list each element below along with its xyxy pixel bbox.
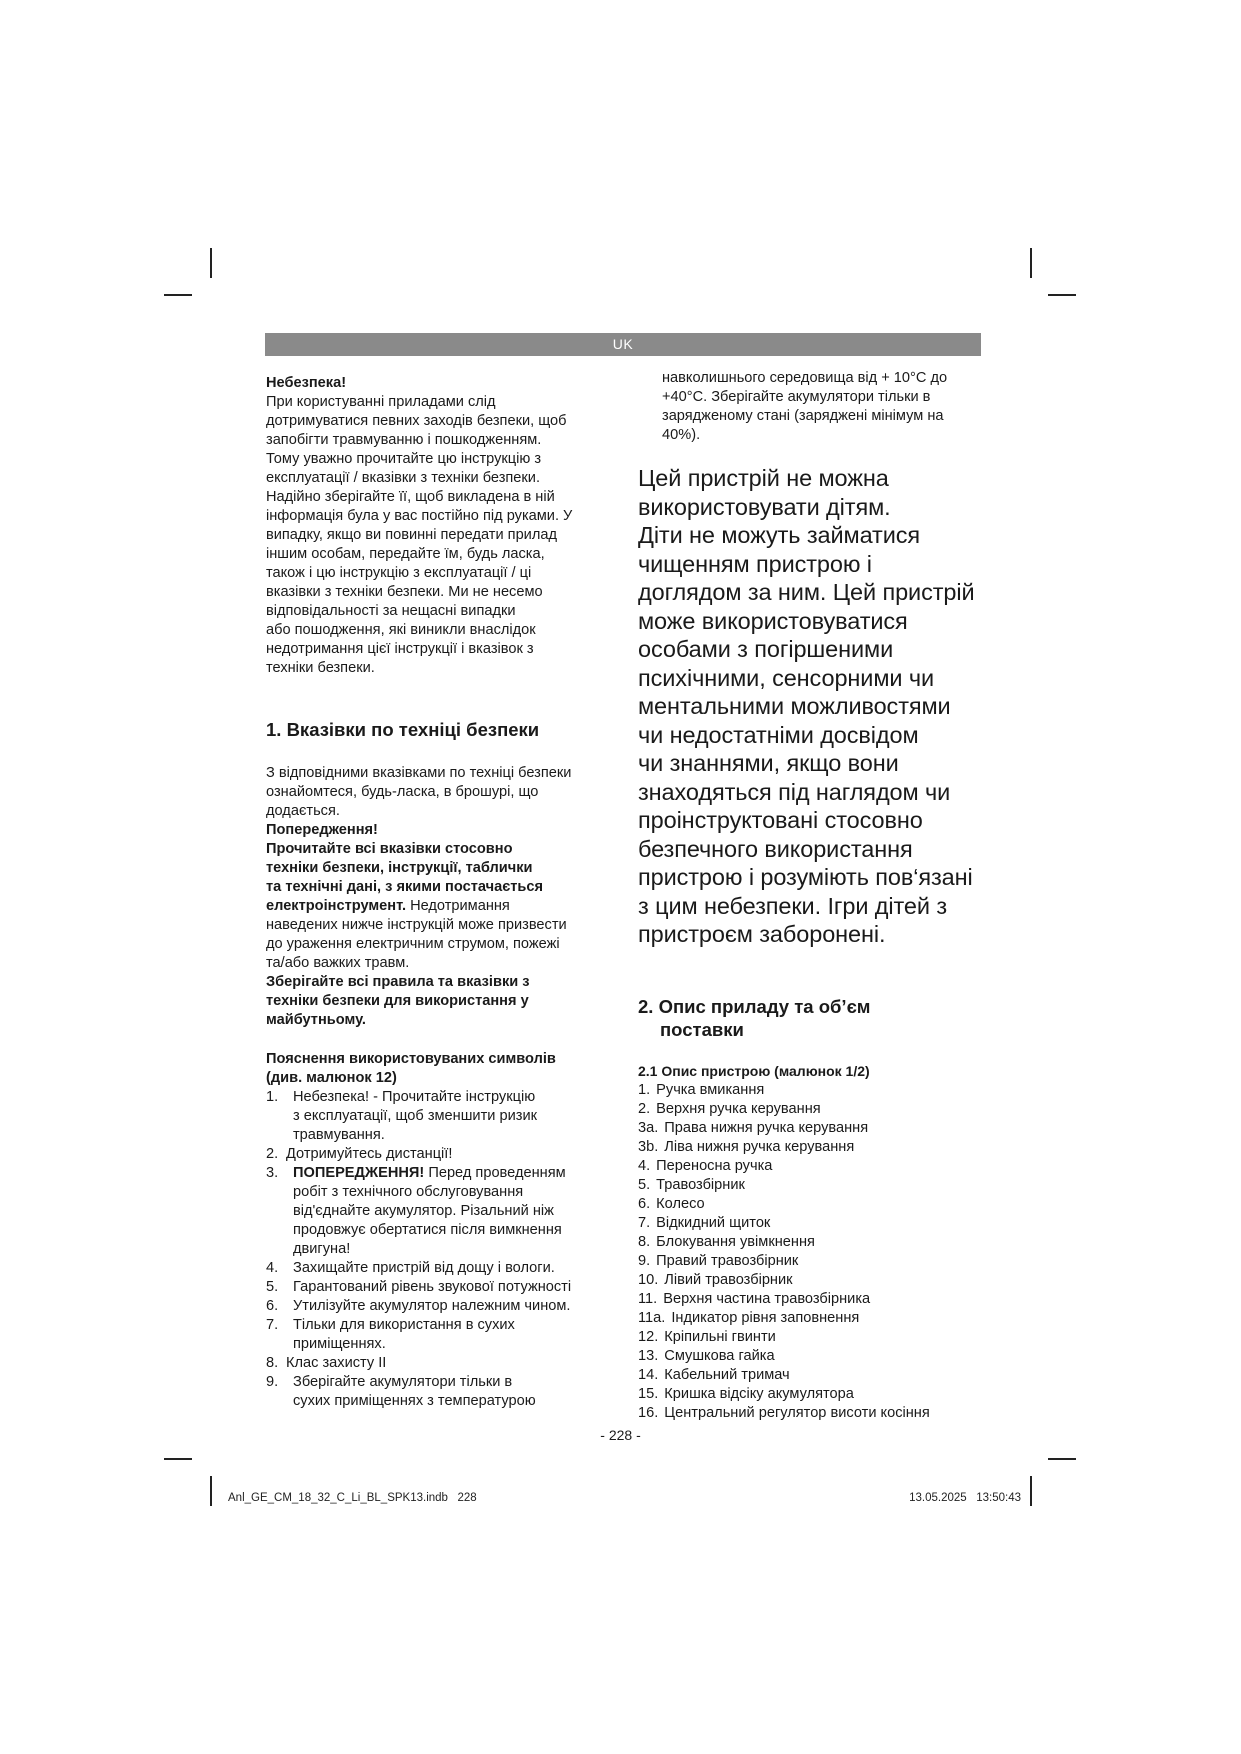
text-line: техніки безпеки для використання у xyxy=(266,993,529,1009)
part-number: 4. xyxy=(638,1157,651,1174)
part-number: 16. xyxy=(638,1404,659,1421)
crop-mark xyxy=(164,1458,192,1460)
list-number: 3. xyxy=(266,1165,279,1181)
part-label: Блокування увімкнення xyxy=(656,1233,815,1250)
text-line: особами з погіршеними xyxy=(638,636,894,662)
text-line: безпечного використання xyxy=(638,835,913,862)
list-text-line: від'єднайте акумулятор. Різальний ніж xyxy=(293,1203,554,1219)
battery-storage-continuation xyxy=(638,369,990,445)
part-list-item xyxy=(638,1290,990,1309)
text-line: використовувати дітям. xyxy=(638,493,891,520)
part-label: Ліва нижня ручка керування xyxy=(664,1138,855,1155)
text-line: навколишнього середовища від + 10°C до xyxy=(662,370,948,386)
crop-mark xyxy=(1048,294,1076,296)
subsection-2-1-heading: 2.1 Опис пристрою (малюнок 1/2) xyxy=(638,1062,870,1079)
text-line: +40°C. Зберігайте акумулятори тільки в xyxy=(662,389,931,405)
text-line: психічними, сенсорними чи xyxy=(638,664,935,691)
part-list-item xyxy=(638,1176,990,1195)
text-line: поставки xyxy=(660,1018,744,1040)
parts-list xyxy=(638,1081,990,1423)
crop-mark xyxy=(1030,248,1032,278)
list-text-line: Зберігайте акумулятори тільки в xyxy=(293,1374,513,1390)
text-line: чищенням пристрою і xyxy=(638,550,872,577)
list-text-line: ПОПЕРЕДЖЕННЯ! Перед проведенням xyxy=(293,1165,566,1181)
part-list-item xyxy=(638,1252,990,1271)
part-list-item xyxy=(638,1138,990,1157)
part-number: 9. xyxy=(638,1252,651,1269)
part-number: 13. xyxy=(638,1347,659,1364)
list-number: 5. xyxy=(266,1279,279,1295)
text-line: майбутньому. xyxy=(266,1012,366,1028)
text-line: додається. xyxy=(266,803,340,819)
part-number: 3b. xyxy=(638,1138,659,1155)
text-line: вказівки з техніки безпеки. Ми не несемо xyxy=(266,584,543,600)
list-text-line: продовжує обертатися після вимкнення xyxy=(293,1222,562,1238)
page-number: - 228 - xyxy=(600,1427,641,1443)
part-number: 1. xyxy=(638,1081,651,1098)
part-label: Кабельний тримач xyxy=(664,1366,790,1383)
part-list-item xyxy=(638,1233,990,1252)
symbol-list-item xyxy=(266,1354,606,1373)
part-number: 10. xyxy=(638,1271,659,1288)
list-text-line: Тільки для використання в сухих xyxy=(293,1317,515,1333)
text-line: Тому уважно прочитайте цю інструкцію з xyxy=(266,451,542,467)
symbol-list-item xyxy=(266,1297,606,1316)
part-label: Переносна ручка xyxy=(656,1157,773,1174)
section-1-heading: 1. Вказівки по техніці безпеки xyxy=(266,719,540,740)
section-2-heading xyxy=(638,995,990,1041)
text-line: З відповідними вказівками по техніці безпеки xyxy=(266,765,572,781)
text-line: Прочитайте всі вказівки стосовно xyxy=(266,841,513,857)
part-label: Права нижня ручка керування xyxy=(664,1119,869,1136)
text-line: техніки безпеки. xyxy=(266,660,375,676)
part-list-item xyxy=(638,1271,990,1290)
text-line: наведених нижче інструкцій може призвести xyxy=(266,917,567,933)
symbol-list-item xyxy=(266,1373,606,1411)
crop-mark xyxy=(210,1476,212,1506)
list-text-line: приміщеннях. xyxy=(293,1336,386,1352)
list-text-line: Захищайте пристрій від дощу і вологи. xyxy=(293,1260,555,1276)
list-text-line: Гарантований рівень звукової потужності xyxy=(293,1279,572,1295)
warning-mixed-line: електроінструмент. Недотримання xyxy=(266,898,510,914)
text-line: ознайомтеся, будь-ласка, в брошурі, що xyxy=(266,784,539,800)
symbol-list-item xyxy=(266,1164,606,1259)
danger-title: Небезпека! xyxy=(266,375,347,391)
part-label: Верхня частина травозбірника xyxy=(663,1290,871,1307)
part-label: Кріпильні гвинти xyxy=(664,1328,776,1345)
print-slug-datetime: 13.05.2025 13:50:43 xyxy=(909,1492,1021,1504)
part-list-item xyxy=(638,1100,990,1119)
text-line: зарядженому стані (заряджені мінімум на xyxy=(662,408,944,424)
text-line: Діти не можуть займатися xyxy=(638,522,921,548)
list-text-line: з експлуатації, щоб зменшити ризик xyxy=(293,1108,537,1124)
text-line: до ураження електричним струмом, пожежі xyxy=(266,936,560,952)
part-label: Кришка відсіку акумулятора xyxy=(664,1385,854,1402)
crop-mark xyxy=(1048,1458,1076,1460)
text-line: також і цю інструкцію з експлуатації / ці xyxy=(266,565,532,581)
part-label: Центральний регулятор висоти косіння xyxy=(664,1404,930,1421)
text-line: Пояснення використовуваних символів xyxy=(266,1051,556,1067)
part-list-item xyxy=(638,1195,990,1214)
part-label: Колесо xyxy=(656,1195,705,1212)
part-list-item xyxy=(638,1119,990,1138)
part-label: Травозбірник xyxy=(656,1176,745,1193)
symbol-list-item xyxy=(266,1259,606,1278)
right-column xyxy=(638,369,990,1423)
part-number: 11. xyxy=(638,1290,658,1307)
text-line: ментальними можливостями xyxy=(638,693,951,719)
keep-instructions-text xyxy=(266,973,606,1030)
part-number: 12. xyxy=(638,1328,659,1345)
symbol-list-item xyxy=(266,1316,606,1354)
part-number: 15. xyxy=(638,1385,659,1402)
text-line: Зберігайте всі правила та вказівки з xyxy=(266,974,530,990)
warning-rest-text xyxy=(266,916,606,973)
part-list-item xyxy=(638,1385,990,1404)
list-number: 9. xyxy=(266,1374,279,1390)
list-number: 4. xyxy=(266,1260,279,1276)
list-text-line: сухих приміщеннях з температурою xyxy=(293,1393,536,1409)
part-list-item xyxy=(638,1404,990,1423)
text-line: запобігти травмуванню і пошкодженням. xyxy=(266,432,542,448)
text-line: іншим особам, передайте їм, будь ласка, xyxy=(266,546,545,562)
part-label: Правий травозбірник xyxy=(656,1252,799,1269)
text-line: чи знаннями, якщо вони xyxy=(638,750,899,776)
part-label: Ручка вмикання xyxy=(656,1081,765,1098)
crop-mark xyxy=(210,248,212,278)
text-line: пристроєм заборонені. xyxy=(638,921,886,947)
part-label: Верхня ручка керування xyxy=(656,1100,821,1117)
text-line: інформація була у вас постійно під руками. У xyxy=(266,508,573,524)
part-list-item xyxy=(638,1309,990,1328)
warning-title: Попередження! xyxy=(266,822,378,838)
text-line: та/або важких травм. xyxy=(266,955,410,971)
symbol-list-item xyxy=(266,1278,606,1297)
part-list-item xyxy=(638,1157,990,1176)
text-line: або пошодження, які виникли внаслідок xyxy=(266,622,536,638)
part-label: Смушкова гайка xyxy=(664,1347,775,1364)
list-text-line: Дотримуйтесь дистанції! xyxy=(286,1146,453,1162)
part-number: 3a. xyxy=(638,1119,659,1136)
part-label: Відкидний щиток xyxy=(656,1214,771,1231)
list-number: 8. xyxy=(266,1355,279,1371)
list-text-line: Небезпека! - Прочитайте інструкцію xyxy=(293,1089,536,1105)
part-number: 7. xyxy=(638,1214,651,1231)
part-number: 8. xyxy=(638,1233,651,1250)
list-number: 2. xyxy=(266,1146,279,1162)
list-number: 1. xyxy=(266,1089,279,1105)
text-line: випадку, якщо ви повинні передати прилад xyxy=(266,527,557,543)
symbols-heading xyxy=(266,1050,606,1088)
part-number: 5. xyxy=(638,1176,651,1193)
text-line: При користуванні приладами слід xyxy=(266,394,496,410)
part-list-item xyxy=(638,1328,990,1347)
part-number: 2. xyxy=(638,1100,651,1117)
child-safety-notice xyxy=(638,464,990,949)
part-label: Індикатор рівня заповнення xyxy=(671,1309,860,1326)
text-line: Цей пристрій не можна xyxy=(638,465,889,491)
text-line: та технічні дані, з якими постачається xyxy=(266,879,544,895)
text-line: відповідальності за нещасні випадки xyxy=(266,603,516,619)
print-slug-file: Anl_GE_CM_18_32_C_Li_BL_SPK13.indb 228 xyxy=(228,1492,477,1504)
part-label: Лівий травозбірник xyxy=(664,1271,793,1288)
text-line: експлуатації / вказівки з техніки безпеки. xyxy=(266,470,540,486)
part-number: 6. xyxy=(638,1195,651,1212)
symbols-list xyxy=(266,1088,606,1411)
text-line: недотримання цієї інструкції і вказівок з xyxy=(266,641,534,657)
text-line: (див. малюнок 12) xyxy=(266,1070,397,1086)
list-text-line: Утилізуйте акумулятор належним чином. xyxy=(293,1298,571,1314)
language-header-bar: UK xyxy=(265,333,981,356)
warning-bold-text xyxy=(266,840,606,897)
text-line: з цим небезпеки. Ігри дітей з xyxy=(638,892,948,919)
symbol-list-item xyxy=(266,1088,606,1145)
text-line: проінструктовані стосовно xyxy=(638,807,923,833)
list-text-line: двигуна! xyxy=(293,1241,351,1257)
part-list-item xyxy=(638,1347,990,1366)
symbol-list-item xyxy=(266,1145,606,1164)
part-list-item xyxy=(638,1366,990,1385)
text-line: пристрою і розуміють пов‘язані xyxy=(638,864,973,890)
text-line: техніки безпеки, інструкції, таблички xyxy=(266,860,533,876)
text-line: чи недостатніми досвідом xyxy=(638,721,919,748)
list-number: 7. xyxy=(266,1317,279,1333)
part-list-item xyxy=(638,1214,990,1233)
crop-mark xyxy=(1030,1476,1032,1506)
text-line: може використовуватися xyxy=(638,607,908,634)
list-text-line: робіт з технічного обслуговування xyxy=(293,1184,524,1200)
text-line: Надійно зберігайте її, щоб викладена в ній xyxy=(266,489,555,505)
text-line: доглядом за ним. Цей пристрій xyxy=(638,579,975,605)
danger-text xyxy=(266,393,606,678)
text-line: 2. Опис приладу та об’єм xyxy=(638,995,871,1017)
list-text-line: травмування. xyxy=(293,1127,385,1143)
text-line: 40%). xyxy=(662,427,701,443)
part-list-item xyxy=(638,1081,990,1100)
crop-mark xyxy=(164,294,192,296)
text-line: знаходяться під наглядом чи xyxy=(638,778,951,805)
left-column xyxy=(266,374,606,1411)
section-1-intro xyxy=(266,764,606,821)
list-text-line: Клас захисту II xyxy=(286,1355,387,1371)
part-number: 11a. xyxy=(638,1309,666,1326)
part-number: 14. xyxy=(638,1366,659,1383)
list-number: 6. xyxy=(266,1298,279,1314)
text-line: дотримуватися певних заходів безпеки, щоб xyxy=(266,413,567,429)
